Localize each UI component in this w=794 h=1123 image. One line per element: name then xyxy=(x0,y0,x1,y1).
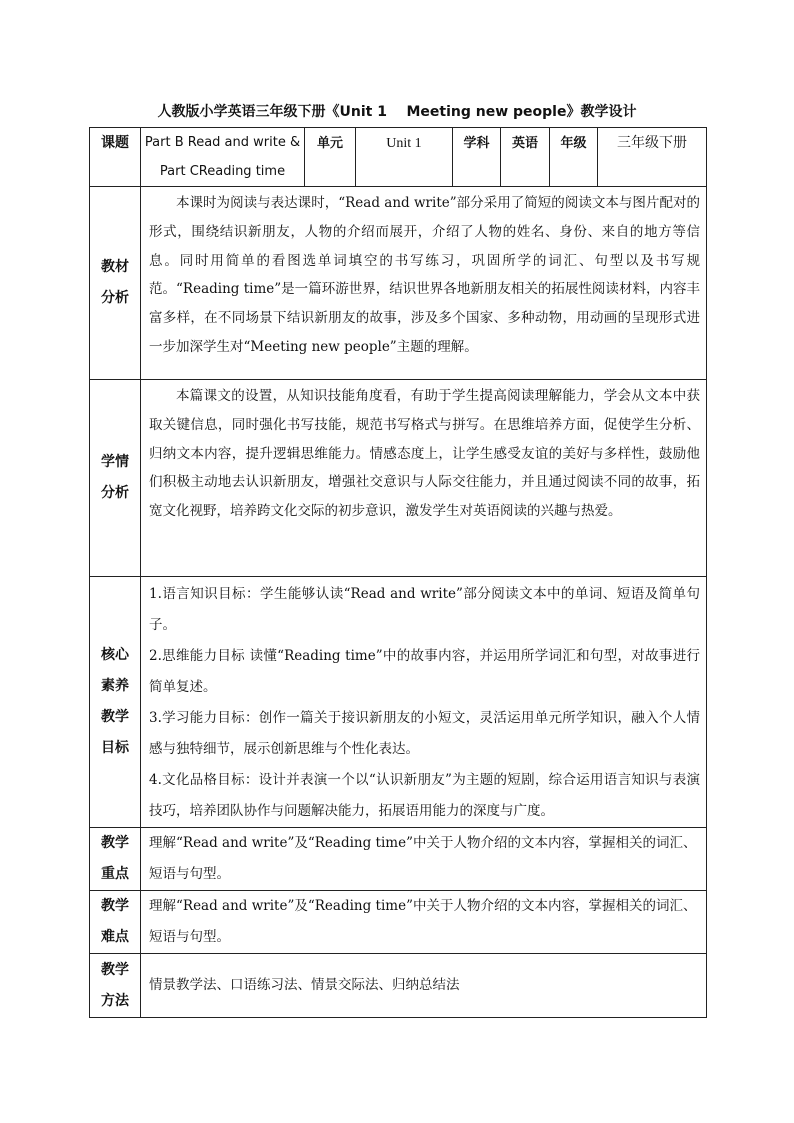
difficulties-label-2: 难点 xyxy=(101,929,129,945)
methods-text-cell xyxy=(141,954,707,1018)
grade-value: 三年级下册 xyxy=(617,135,687,151)
goals-label-1: 核心 xyxy=(101,647,129,663)
topic-label: 课题 xyxy=(101,135,129,151)
material-label-cell xyxy=(90,187,141,380)
key-points-label-cell xyxy=(90,828,141,891)
student-text-cell xyxy=(141,380,707,577)
key-points-label-2: 重点 xyxy=(101,866,129,882)
difficulties-text-cell xyxy=(141,891,707,954)
goal-item-language: 1.语言知识目标：学生能够认读“Read and write”部分阅读文本中的单词、短语及简单句子。 xyxy=(149,586,700,633)
grade-label: 年级 xyxy=(560,136,587,151)
key-points-text: 理解“Read and write”及“Reading time”中关于人物介绍的文本内容，掌握相关的词汇、短语与句型。 xyxy=(149,835,697,882)
material-label-1: 教材 xyxy=(101,259,129,275)
topic-label-cell xyxy=(90,128,141,187)
topic-line-1: Part B Read and write & xyxy=(144,135,301,150)
goal-item-thinking: 2.思维能力目标 读懂“Reading time”中的故事内容，并运用所学词汇和句型，对故事进行简单复述。 xyxy=(149,648,700,695)
grade-value-cell xyxy=(598,128,707,187)
student-label-1: 学情 xyxy=(101,454,129,470)
methods-label-cell xyxy=(90,954,141,1018)
goal-item-learning: 3.学习能力目标：创作一篇关于接识新朋友的小短文，灵活运用单元所学知识，融入个人情感与独特细节，展示创新思维与个性化表达。 xyxy=(149,710,700,757)
key-points-text-cell xyxy=(141,828,707,891)
unit-label-cell xyxy=(305,128,356,187)
subject-label: 学科 xyxy=(463,136,490,151)
student-label-2: 分析 xyxy=(101,485,129,501)
student-text: 本篇课文的设置，从知识技能角度看，有助于学生提高阅读理解能力，学会从文本中获取关键信息，同时强化书写技能，规范书写格式与拼写。在思维培养方面，促使学生分析、归纳文本内容，提升逻辑思维能力。情感态度上，让学生感受友谊的美好与多样性，鼓励他们积极主动地去认识新朋友，增强社交意识与人际交往能力，并且通过阅读不同的故事，拓宽文化视野，培养跨文化交际的初步意识，激发学生对英语阅读的兴趣与热爱。 xyxy=(149,388,700,520)
goals-label-3: 教学 xyxy=(101,709,129,725)
goals-label-4: 目标 xyxy=(101,740,129,756)
document-title: 人教版小学英语三年级下册《Unit 1 Meeting new people》教学设计 xyxy=(157,104,637,120)
goals-label-cell xyxy=(90,577,141,828)
material-text-cell xyxy=(141,187,707,380)
methods-label-2: 方法 xyxy=(101,992,129,1009)
material-label-2: 分析 xyxy=(101,290,129,306)
topic-value-cell xyxy=(141,128,305,187)
topic-line-2: Part CReading time xyxy=(159,164,286,179)
difficulties-label-cell xyxy=(90,891,141,954)
header-row xyxy=(90,128,707,187)
methods-row xyxy=(90,954,707,1018)
goals-text-cell xyxy=(141,577,707,828)
difficulties-row xyxy=(90,891,707,954)
methods-label-1: 教学 xyxy=(101,961,129,978)
key-points-label-1: 教学 xyxy=(101,835,129,851)
material-text: 本课时为阅读与表达课时，“Read and write”部分采用了简短的阅读文本与图片配对的形式，围绕结识新朋友，人物的介绍而展开，介绍了人物的姓名、身份、来自的地方等信息。同时用简单的看图选单词填空的书写练习，巩固所学的词汇、句型以及书写规范。“Reading time”是一篇环游世界，结识世界各地新朋友相关的拓展性阅读材料，内容丰富多样，在不同场景下结识新朋友的故事，涉及多个国家、多种动物，用动画的呈现形式进一步加深学生对“Meeting new people”主题的理解。 xyxy=(149,195,700,355)
key-points-row xyxy=(90,828,707,891)
subject-label-cell xyxy=(453,128,501,187)
unit-label: 单元 xyxy=(316,136,343,151)
difficulties-label-1: 教学 xyxy=(101,898,129,914)
student-analysis-row xyxy=(90,380,707,577)
goal-item-culture: 4.文化品格目标：设计并表演一个以“认识新朋友”为主题的短剧，综合运用语言知识与表演技巧，培养团队协作与问题解决能力，拓展语用能力的深度与广度。 xyxy=(149,772,700,819)
unit-value-cell xyxy=(356,128,453,187)
student-label-cell xyxy=(90,380,141,577)
subject-value: 英语 xyxy=(511,136,538,151)
methods-text: 情景教学法、口语练习法、情景交际法、归纳总结法 xyxy=(149,977,460,993)
unit-value: Unit 1 xyxy=(386,136,422,151)
lesson-plan-table xyxy=(89,127,707,1018)
subject-value-cell xyxy=(501,128,550,187)
material-analysis-row xyxy=(90,187,707,380)
goals-row xyxy=(90,577,707,828)
goals-label-2: 素养 xyxy=(101,678,129,694)
grade-label-cell xyxy=(550,128,598,187)
difficulties-text: 理解“Read and write”及“Reading time”中关于人物介绍的文本内容，掌握相关的词汇、短语与句型。 xyxy=(149,898,697,945)
